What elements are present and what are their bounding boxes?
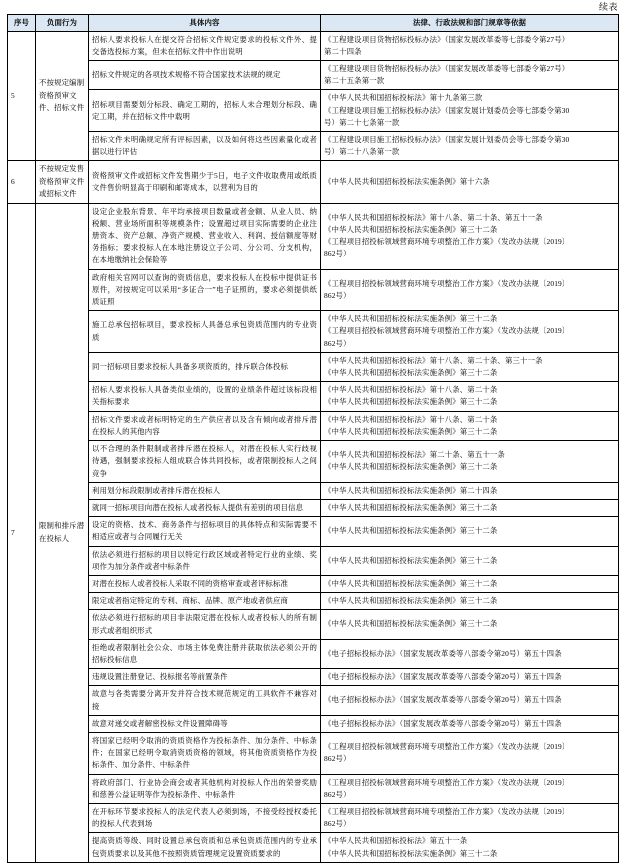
legal-basis-line: 《中华人民共和国招标投标法实施条例》第三十二条 xyxy=(324,502,498,512)
cell-specific-content: 违规设置注册登记、投标报名等前置条件 xyxy=(89,669,321,686)
cell-legal-basis xyxy=(321,269,619,311)
legal-basis-line: 《中华人民共和国招标投标法实施条例》第三十二条 xyxy=(324,426,498,436)
cell-legal-basis xyxy=(321,593,619,610)
legal-basis-line: 号）第二十八条第一款 xyxy=(324,147,400,157)
legal-basis-line: 862号） xyxy=(324,819,351,829)
table-row xyxy=(8,441,619,483)
legal-basis-line: 862号） xyxy=(324,338,351,348)
cell-specific-content: 在开标环节要求投标人的法定代表人必须到场，不接受经授权委托的投标人代表到场 xyxy=(89,803,321,832)
cell-negative-behavior: 不按规定发售资格预审文件或招标文件 xyxy=(36,161,89,203)
cell-specific-content: 提高资质等级、同时设置总承包资质和总承包资质范围内的专业承包资质要求以及其他不按照资质管理规定设置资质要求的 xyxy=(89,833,321,862)
cell-legal-basis xyxy=(321,499,619,516)
column-header-behavior: 负面行为 xyxy=(36,15,89,32)
legal-basis-line: 《中华人民共和国招标投标法实施条例》第三十二条 xyxy=(324,368,498,378)
table-row xyxy=(8,90,619,132)
cell-specific-content: 就同一招标项目向潜在投标人或者投标人提供有差别的项目信息 xyxy=(89,499,321,516)
cell-specific-content: 招标文件未明确规定所有评标因素，以及如何将这些因素量化或者据以进行评估 xyxy=(89,132,321,161)
cell-specific-content: 招标项目需要划分标段、确定工期的，招标人未合理划分标段、确定工期，并在招标文件中载明 xyxy=(89,90,321,132)
legal-basis-line: 《电子招标投标办法》（国家发展改革委等八部委令第20号）第五十四条 xyxy=(324,648,562,658)
legal-basis-line: 第二十四条 xyxy=(324,46,362,56)
legal-basis-line: 《中华人民共和国招标投标法》第十九条第三款 xyxy=(324,93,483,103)
table-row xyxy=(8,161,619,203)
cell-specific-content: 对潜在投标人或者投标人采取不同的资格审查或者评标标准 xyxy=(89,575,321,592)
table-row xyxy=(8,132,619,161)
cell-specific-content: 依法必须进行招标的项目以特定行政区域或者特定行业的业绩、奖项作为加分条件或者中标条件 xyxy=(89,546,321,575)
cell-legal-basis xyxy=(321,610,619,639)
cell-legal-basis xyxy=(321,132,619,161)
cell-legal-basis xyxy=(321,61,619,90)
legal-basis-line: 《中华人民共和国招标投标法实施条例》第三十二条 xyxy=(324,224,498,234)
legal-basis-line: 《工程项目招投标领域营商环境专项整治工作方案》（发改办法规〔2019〕 xyxy=(324,742,570,752)
cell-specific-content: 故意与各类需要分离开发并符合技术规范规定的工具软件不兼容对接 xyxy=(89,686,321,715)
legal-basis-line: 862号） xyxy=(324,249,351,259)
legal-basis-line: 第二十五条第一款 xyxy=(324,76,385,86)
cell-negative-behavior: 限制和排斥潜在投标人 xyxy=(36,203,89,862)
cell-specific-content: 资格预审文件或招标文件发售期少于5日，电子文件收取费用或纸质文件售价明显高于印刷和邮寄成本，以营利为目的 xyxy=(89,161,321,203)
legal-basis-line: 862号） xyxy=(324,290,351,300)
table-row xyxy=(8,833,619,862)
legal-basis-line: 《中华人民共和国招标投标法实施条例》第十六条 xyxy=(324,176,490,186)
cell-legal-basis xyxy=(321,382,619,411)
legal-basis-line: 《工程建设项目施工招标投标办法》（国家发展计划委员会等七部委令第30 xyxy=(324,135,570,145)
legal-basis-line: 《工程项目招投标领域营商环境专项整治工作方案》（发改办法规〔2019〕 xyxy=(324,806,570,816)
cell-specific-content: 设定的资格、技术、商务条件与招标项目的具体特点和实际需要不相适应或者与合同履行无关 xyxy=(89,517,321,546)
legal-basis-line: 《中华人民共和国招标投标法实施条例》第三十二条 xyxy=(324,314,498,324)
legal-basis-line: 《电子招标投标办法》（国家发展改革委等八部委令第20号）第五十四条 xyxy=(324,718,562,728)
legal-basis-line: 《中华人民共和国招标投标法》第二十条、第五十一条 xyxy=(324,450,505,460)
column-header-content: 具体内容 xyxy=(89,15,321,32)
table-header-row xyxy=(8,15,619,32)
legal-basis-line: 《工程建设项目货物招标投标办法》（国家发展改革委等七部委令第27号） xyxy=(324,64,570,73)
legal-basis-line: 862号） xyxy=(324,754,351,764)
legal-basis-line: 《中华人民共和国招标投标法》第十八条、第二十条、第三十一条 xyxy=(324,355,543,365)
cell-specific-content: 将政府部门、行业协会商会或者其他机构对投标人作出的荣誉奖励和慈善公益证明等作为投标条件、中标条件 xyxy=(89,774,321,803)
cell-legal-basis xyxy=(321,161,619,203)
cell-legal-basis xyxy=(321,669,619,686)
table-row xyxy=(8,382,619,411)
legal-basis-line: 《中华人民共和国招标投标法实施条例》第二十四条 xyxy=(324,485,498,495)
cell-legal-basis xyxy=(321,441,619,483)
table-row xyxy=(8,803,619,832)
legal-basis-line: 号）第二十七条第一款 xyxy=(324,117,400,127)
negative-behavior-table xyxy=(7,14,619,863)
cell-legal-basis xyxy=(321,715,619,732)
cell-negative-behavior: 不按规定编制资格预审文件、招标文件 xyxy=(36,31,89,161)
legal-basis-line: 《工程项目招投标领域营商环境专项整治工作方案》（发改办法规〔2019〕 xyxy=(324,777,570,787)
table-row xyxy=(8,61,619,90)
table-row xyxy=(8,610,619,639)
cell-specific-content: 将国家已经明令取消的资质资格作为投标条件、加分条件、中标条件；在国家已经明令取消资质资格的领域，将其他资质资格作为投标条件、加分条件、中标条件 xyxy=(89,732,321,774)
legal-basis-line: 《中华人民共和国招标投标法》第十八条、第二十条、第五十一条 xyxy=(324,212,543,222)
cell-legal-basis xyxy=(321,546,619,575)
cell-specific-content: 政府相关官网可以查询的资质信息，要求投标人在投标中提供证书原件，对按规定可以采用“多证合一”电子证照的，要求必须提供纸质证照 xyxy=(89,269,321,311)
cell-legal-basis xyxy=(321,774,619,803)
cell-legal-basis xyxy=(321,352,619,381)
cell-specific-content: 施工总承包招标项目，要求投标人具备总承包资质范围内的专业资质 xyxy=(89,311,321,353)
table-row xyxy=(8,411,619,440)
table-row xyxy=(8,482,619,499)
legal-basis-line: 《中华人民共和国招标投标法实施条例》第三十二条 xyxy=(324,397,498,407)
cell-specific-content: 依法必须进行招标的项目非法限定潜在投标人或者投标人的所有制形式或者组织形式 xyxy=(89,610,321,639)
legal-basis-line: 《电子招标投标办法》（国家发展改革委等八部委令第20号）第五十四条 xyxy=(324,695,562,705)
legal-basis-line: 《中华人民共和国招标投标法实施条例》第三十二条 xyxy=(324,555,498,565)
column-header-seq: 序号 xyxy=(8,15,36,32)
table-row xyxy=(8,546,619,575)
legal-basis-line: 862号） xyxy=(324,789,351,799)
cell-specific-content: 招标人要求投标人具备类似业绩的，设置的业绩条件超过该标段相关指标要求 xyxy=(89,382,321,411)
table-row xyxy=(8,575,619,592)
table-row xyxy=(8,669,619,686)
table-row xyxy=(8,203,619,269)
column-header-basis: 法律、行政法规和部门规章等依据 xyxy=(321,15,619,32)
table-row xyxy=(8,686,619,715)
table-row xyxy=(8,774,619,803)
table-row xyxy=(8,639,619,668)
table-row xyxy=(8,269,619,311)
table-header xyxy=(8,15,619,32)
cell-specific-content: 拒绝或者限制社会公众、市场主体免费注册并获取依法必须公开的招标投标信息 xyxy=(89,639,321,668)
legal-basis-line: 《中华人民共和国招标投标法实施条例》第三十二条 xyxy=(324,619,498,629)
cell-specific-content: 故意对递交或者解密投标文件设置障碍等 xyxy=(89,715,321,732)
cell-sequence-number: 7 xyxy=(8,203,36,862)
cell-legal-basis xyxy=(321,639,619,668)
legal-basis-line: 《中华人民共和国招标投标法实施条例》第三十二条 xyxy=(324,848,498,858)
table-row xyxy=(8,499,619,516)
cell-legal-basis xyxy=(321,803,619,832)
cell-specific-content: 以不合理的条件限制或者排斥潜在投标人，对潜在投标人实行歧视待遇，强制要求投标人组成联合体共同投标，或者限制投标人之间竞争 xyxy=(89,441,321,483)
legal-basis-line: 《工程建设项目货物招标投标办法》（国家发展改革委等七部委令第27号） xyxy=(324,34,570,44)
cell-legal-basis xyxy=(321,732,619,774)
cell-legal-basis xyxy=(321,31,619,60)
table-row xyxy=(8,311,619,353)
cell-specific-content: 同一招标项目要求投标人具备多项资质的，排斥联合体投标 xyxy=(89,352,321,381)
legal-basis-line: 《中华人民共和国招标投标法》第十八条、第二十条 xyxy=(324,385,498,395)
continuation-table-label: 续表 xyxy=(598,2,618,12)
cell-specific-content: 招标人要求投标人在提交符合招标文件规定要求的投标文件外、提交备选投标方案，但未在招标文件中作出说明 xyxy=(89,31,321,60)
table-row xyxy=(8,352,619,381)
cell-sequence-number: 6 xyxy=(8,161,36,203)
table-body xyxy=(8,31,619,862)
cell-legal-basis xyxy=(321,203,619,269)
legal-basis-line: 《工程项目招投标领域营商环境专项整治工作方案》（发改办法规〔2019〕 xyxy=(324,278,570,288)
cell-specific-content: 招标文件规定的各项技术规格不符合国家技术法规的规定 xyxy=(89,61,321,90)
cell-specific-content: 限定或者指定特定的专利、商标、品牌、原产地或者供应商 xyxy=(89,593,321,610)
legal-basis-line: 《电子招标投标办法》（国家发展改革委等八部委令第20号）第五十四条 xyxy=(324,672,562,682)
cell-specific-content: 招标文件要求或者标明特定的生产供应者以及含有倾向或者排斥潜在投标人的其他内容 xyxy=(89,411,321,440)
cell-specific-content: 设定企业股东背景、年平均承接项目数量或者金额、从业人员、纳税额、营业场所面积等规模条件；设置超过项目实际需要的企业注册资本、资产总额、净资产规模、营业收入、利润、授信额度等财务指标；要求投标人在本地注册设立子公司、分公司、分支机构，在本地缴纳社会保险等 xyxy=(89,203,321,269)
table-row xyxy=(8,593,619,610)
table-row xyxy=(8,517,619,546)
legal-basis-line: 《工程建设项目施工招标投标办法》（国家发展计划委员会等七部委令第30 xyxy=(324,105,570,115)
table-row xyxy=(8,732,619,774)
cell-legal-basis xyxy=(321,411,619,440)
cell-legal-basis xyxy=(321,833,619,862)
legal-basis-line: 《中华人民共和国招标投标法》第五十一条 xyxy=(324,836,468,846)
cell-legal-basis xyxy=(321,90,619,132)
legal-basis-line: 《中华人民共和国招标投标法实施条例》第三十二条 xyxy=(324,462,498,472)
legal-basis-line: 《中华人民共和国招标投标法实施条例》第三十二条 xyxy=(324,596,498,606)
cell-sequence-number: 5 xyxy=(8,31,36,161)
legal-basis-line: 《中华人民共和国招标投标法实施条例》第三十二条 xyxy=(324,578,498,588)
legal-basis-line: 《工程项目招投标领域营商环境专项整治工作方案》（发改办法规〔2019〕 xyxy=(324,237,570,247)
cell-specific-content: 利用划分标段限制或者排斥潜在投标人 xyxy=(89,482,321,499)
cell-legal-basis xyxy=(321,575,619,592)
legal-basis-line: 《中华人民共和国招标投标法实施条例》第三十二条 xyxy=(324,526,498,536)
table-row xyxy=(8,31,619,60)
cell-legal-basis xyxy=(321,686,619,715)
cell-legal-basis xyxy=(321,482,619,499)
legal-basis-line: 《中华人民共和国招标投标法》第十八条、第二十条 xyxy=(324,414,498,424)
cell-legal-basis xyxy=(321,311,619,353)
cell-legal-basis xyxy=(321,517,619,546)
table-row xyxy=(8,715,619,732)
legal-basis-line: 《工程项目招投标领域营商环境专项整治工作方案》（发改办法规〔2019〕 xyxy=(324,326,570,336)
